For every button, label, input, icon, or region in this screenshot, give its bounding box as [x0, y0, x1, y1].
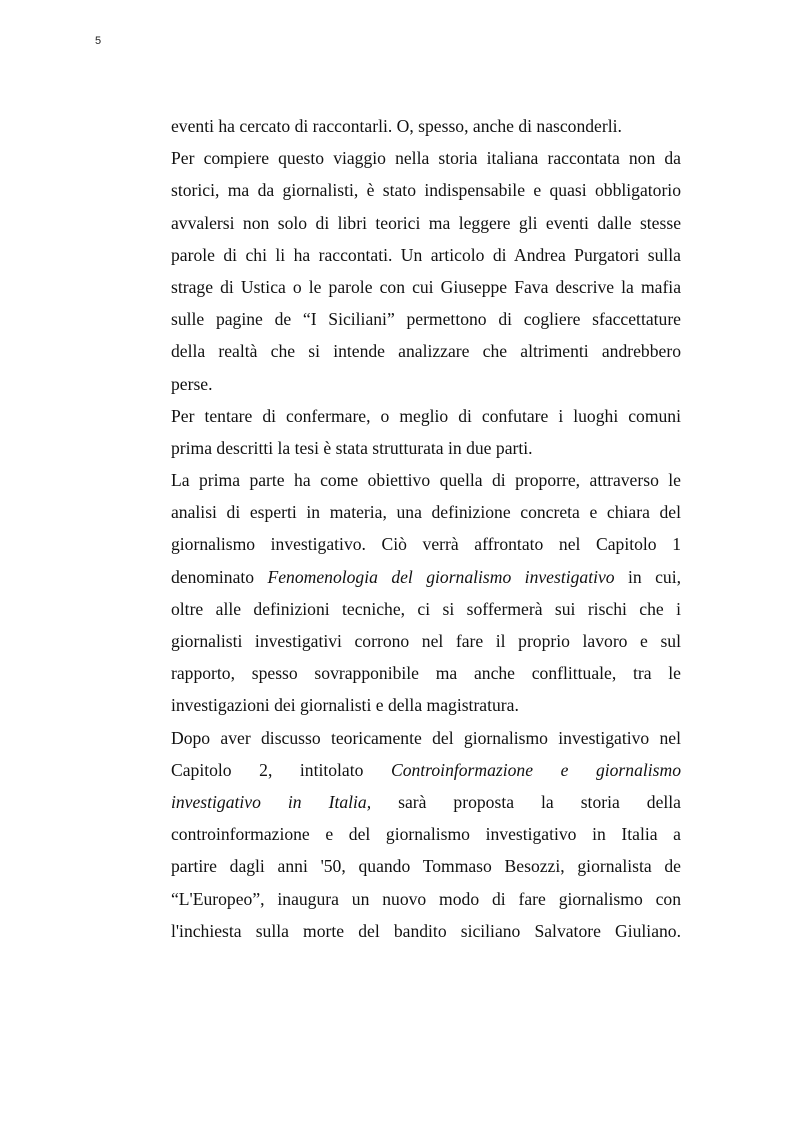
- text-segment: controinformazione e del giornalismo investigativo in Italia a: [171, 824, 681, 845]
- italic-text-segment: investigativo in Italia,: [171, 791, 372, 812]
- text-line: [171, 754, 681, 786]
- text-segment: parole di chi li ha raccontati. Un articolo di Andrea Purgatori sulla: [171, 244, 681, 265]
- body-text: [171, 110, 681, 947]
- text-line: [171, 303, 681, 335]
- text-line: [171, 818, 681, 850]
- text-segment: Dopo aver discusso teoricamente del giornalismo investigativo nel: [171, 727, 681, 748]
- text-segment: investigazioni dei giornalisti e della magistratura.: [171, 695, 519, 716]
- text-line: [171, 561, 681, 593]
- text-segment: rapporto, spesso sovrapponibile ma anche conflittuale, tra le: [171, 663, 681, 684]
- text-line: [171, 850, 681, 882]
- text-segment: Per tentare di confermare, o meglio di confutare i luoghi comuni: [171, 405, 681, 426]
- page-number: 5: [95, 35, 102, 47]
- text-line: [171, 142, 681, 174]
- text-line: [171, 335, 681, 367]
- text-line: [171, 368, 681, 400]
- text-segment: della realtà che si intende analizzare che altrimenti andrebbero: [171, 341, 681, 362]
- italic-text-segment: Fenomenologia del giornalismo investigativo: [267, 566, 615, 587]
- text-segment: sarà proposta la storia della: [371, 791, 681, 812]
- text-line: [171, 625, 681, 657]
- text-segment: avvalersi non solo di libri teorici ma leggere gli eventi dalle stesse: [171, 212, 681, 233]
- text-line: [171, 883, 681, 915]
- text-segment: denominato: [171, 566, 268, 587]
- text-line: [171, 528, 681, 560]
- italic-text-segment: Controinformazione e giornalismo: [390, 759, 681, 780]
- text-line: [171, 657, 681, 689]
- text-line: [171, 432, 681, 464]
- text-line: [171, 464, 681, 496]
- text-segment: partire dagli anni '50, quando Tommaso Besozzi, giornalista de: [171, 856, 681, 877]
- text-line: [171, 207, 681, 239]
- text-segment: l'inchiesta sulla morte del bandito siciliano Salvatore Giuliano.: [171, 920, 681, 941]
- text-segment: storici, ma da giornalisti, è stato indispensabile e quasi obbligatorio: [171, 180, 681, 201]
- text-line: [171, 271, 681, 303]
- text-segment: “L'Europeo”, inaugura un nuovo modo di fare giornalismo con: [171, 888, 681, 909]
- text-segment: giornalisti investigativi corrono nel fare il proprio lavoro e sul: [171, 631, 681, 651]
- text-line: [171, 174, 681, 206]
- text-segment: analisi di esperti in materia, una definizione concreta e chiara del: [171, 502, 681, 523]
- text-line: [171, 915, 681, 947]
- text-segment: strage di Ustica o le parole con cui Giuseppe Fava descrive la mafia: [171, 276, 681, 297]
- text-segment: perse.: [171, 373, 213, 394]
- text-segment: giornalismo investigativo. Ciò verrà affrontato nel Capitolo 1: [171, 534, 681, 555]
- text-segment: Per compiere questo viaggio nella storia italiana raccontata non da: [171, 148, 681, 169]
- text-line: [171, 593, 681, 625]
- text-line: [171, 786, 681, 818]
- text-segment: oltre alle definizioni tecniche, ci si soffermerà sui rischi che i: [171, 598, 681, 619]
- text-segment: La prima parte ha come obiettivo quella di proporre, attraverso le: [171, 470, 681, 491]
- text-line: [171, 722, 681, 754]
- text-segment: prima descritti la tesi è stata strutturata in due parti.: [171, 437, 533, 458]
- text-line: [171, 689, 681, 721]
- text-line: [171, 496, 681, 528]
- text-segment: sulle pagine de “I Siciliani” permettono di cogliere sfaccettature: [171, 309, 681, 330]
- text-segment: in cui,: [614, 566, 681, 587]
- text-segment: eventi ha cercato di raccontarli. O, spesso, anche di nasconderli.: [171, 116, 622, 136]
- text-line: [171, 400, 681, 432]
- text-line: [171, 239, 681, 271]
- text-segment: Capitolo 2, intitolato: [171, 759, 391, 780]
- text-line: [171, 110, 681, 142]
